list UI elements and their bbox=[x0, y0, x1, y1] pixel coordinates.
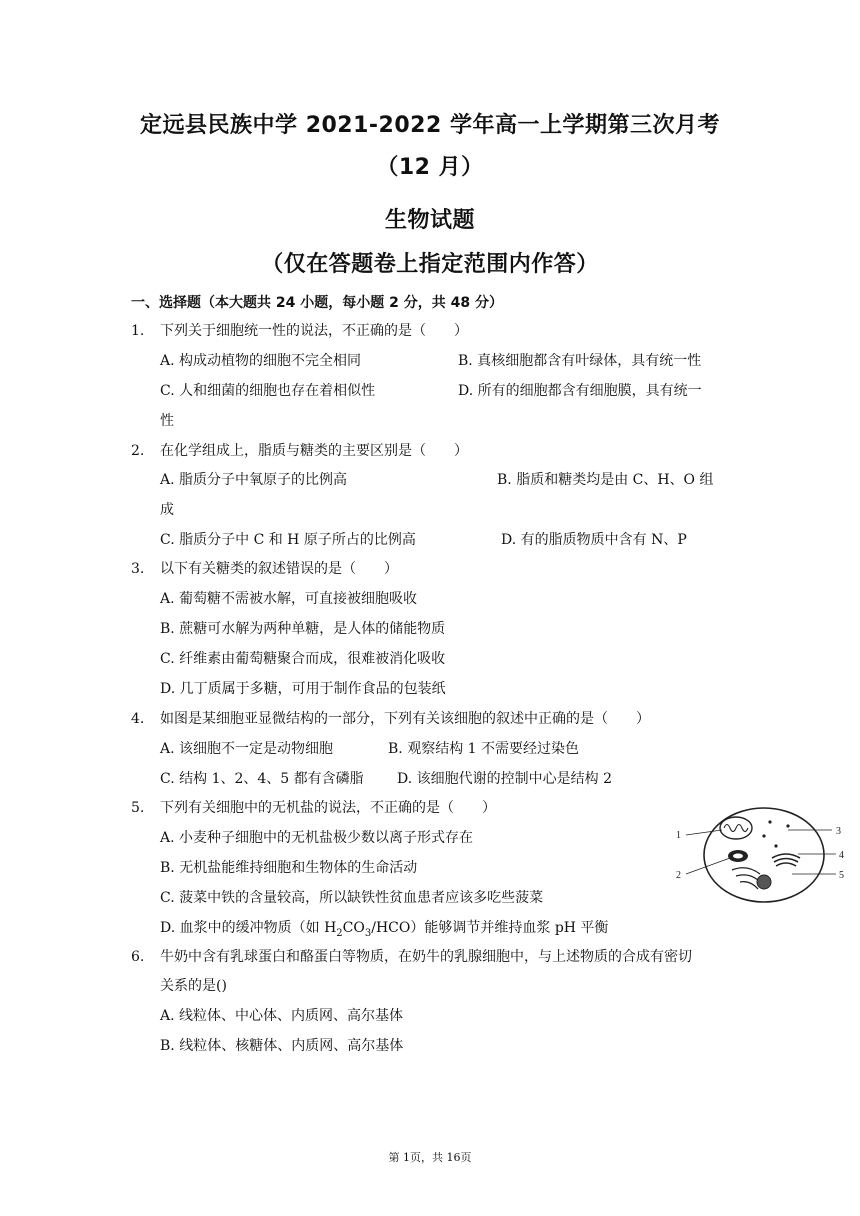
option-b: B. 线粒体、核糖体、内质网、高尔基体 bbox=[160, 1038, 404, 1054]
option-d: D. 该细胞代谢的控制中心是结构 2 bbox=[397, 771, 612, 787]
cell-diagram bbox=[672, 800, 852, 910]
option-d: D. 所有的细胞都含有细胞膜，具有统一 bbox=[458, 383, 702, 399]
question-number: 4. bbox=[131, 711, 145, 727]
option-d: D. 几丁质属于多糖，可用于制作食品的包装纸 bbox=[160, 681, 446, 697]
option-a: A. 该细胞不一定是动物细胞 bbox=[160, 741, 334, 757]
question-number: 3. bbox=[131, 561, 145, 577]
question-number: 6. bbox=[131, 949, 145, 965]
question-stem: 牛奶中含有乳球蛋白和酪蛋白等物质，在奶牛的乳腺细胞中，与上述物质的合成有密切 bbox=[160, 949, 692, 965]
option-c: C. 结构 1、2、4、5 都有含磷脂 bbox=[160, 771, 364, 787]
option-b: B. 真核细胞都含有叶绿体，具有统一性 bbox=[458, 353, 702, 369]
option-b: B. 无机盐能维持细胞和生物体的生命活动 bbox=[160, 860, 418, 876]
question-stem: 以下有关糖类的叙述错误的是（ ） bbox=[160, 561, 398, 577]
exam-title: 定远县民族中学 2021-2022 学年高一上学期第三次月考 bbox=[140, 113, 720, 138]
option-a: A. 小麦种子细胞中的无机盐极少数以离子形式存在 bbox=[160, 830, 474, 846]
option-c: C. 脂质分子中 C 和 H 原子所占的比例高 bbox=[160, 532, 416, 548]
option-a: A. 脂质分子中氧原子的比例高 bbox=[160, 472, 348, 488]
option-d bbox=[160, 919, 608, 943]
figure-label-1: 1 bbox=[676, 830, 681, 841]
option-c: C. 菠菜中铁的含量较高，所以缺铁性贫血患者应该多吃些菠菜 bbox=[160, 890, 544, 906]
subscript: 3 bbox=[364, 927, 372, 939]
question-number: 1. bbox=[131, 323, 145, 339]
option-d-wrap: 性 bbox=[160, 413, 174, 429]
question-stem: 下列有关细胞中的无机盐的说法，不正确的是（ ） bbox=[160, 800, 496, 816]
question-number: 5. bbox=[131, 800, 145, 816]
question-count: 24 bbox=[275, 295, 296, 311]
option-a: A. 线粒体、中心体、内质网、高尔基体 bbox=[160, 1008, 404, 1024]
option-b-wrap: 成 bbox=[160, 502, 174, 518]
page-footer: 第 1页，共 16页 bbox=[388, 1151, 472, 1164]
answer-note: （仅在答题卷上指定范围内作答） bbox=[261, 252, 599, 277]
section-heading bbox=[131, 292, 503, 312]
total-score: 48 bbox=[450, 295, 471, 311]
option-b: B. 观察结构 1 不需要经过染色 bbox=[388, 741, 579, 757]
subscript: 2 bbox=[336, 927, 343, 939]
option-a: A. 构成动植物的细胞不完全相同 bbox=[160, 353, 362, 369]
question-stem: 在化学组成上，脂质与糖类的主要区别是（ ） bbox=[160, 443, 468, 459]
figure-label-4: 4 bbox=[839, 850, 844, 861]
option-d-text: /HCO）能够调节并维持血浆 pH 平衡 bbox=[371, 920, 609, 936]
figure-label-3: 3 bbox=[836, 826, 841, 837]
subject-title: 生物试题 bbox=[384, 208, 475, 233]
question-number: 2. bbox=[131, 443, 145, 459]
option-d-text: D. 血浆中的缓冲物质（如 H bbox=[160, 920, 337, 936]
option-d-text: CO bbox=[342, 920, 365, 936]
option-a: A. 葡萄糖不需被水解，可直接被细胞吸收 bbox=[160, 591, 418, 607]
golgi-apparatus bbox=[772, 854, 800, 858]
option-b: B. 蔗糖可水解为两种单糖，是人体的储能物质 bbox=[160, 621, 446, 637]
granule bbox=[757, 875, 771, 889]
question-stem-wrap: 关系的是() bbox=[160, 978, 227, 994]
option-c: C. 纤维素由葡萄糖聚合而成，很难被消化吸收 bbox=[160, 651, 446, 667]
option-c: C. 人和细菌的细胞也存在着相似性 bbox=[160, 383, 376, 399]
exam-date: （12 月） bbox=[376, 155, 484, 180]
section-heading-mid: 小题，每小题 2 分，共 bbox=[295, 295, 451, 311]
section-heading-suffix: 分） bbox=[470, 295, 503, 311]
section-heading-prefix: 一、选择题（本大题共 bbox=[131, 295, 276, 311]
question-stem: 如图是某细胞亚显微结构的一部分，下列有关该细胞的叙述中正确的是（ ） bbox=[160, 711, 650, 727]
figure-label-5: 5 bbox=[839, 870, 844, 881]
question-stem: 下列关于细胞统一性的说法，不正确的是（ ） bbox=[160, 323, 468, 339]
option-b: B. 脂质和糖类均是由 C、H、O 组 bbox=[497, 472, 714, 488]
option-d: D. 有的脂质物质中含有 N、P bbox=[501, 532, 687, 548]
figure-label-2: 2 bbox=[676, 870, 681, 881]
